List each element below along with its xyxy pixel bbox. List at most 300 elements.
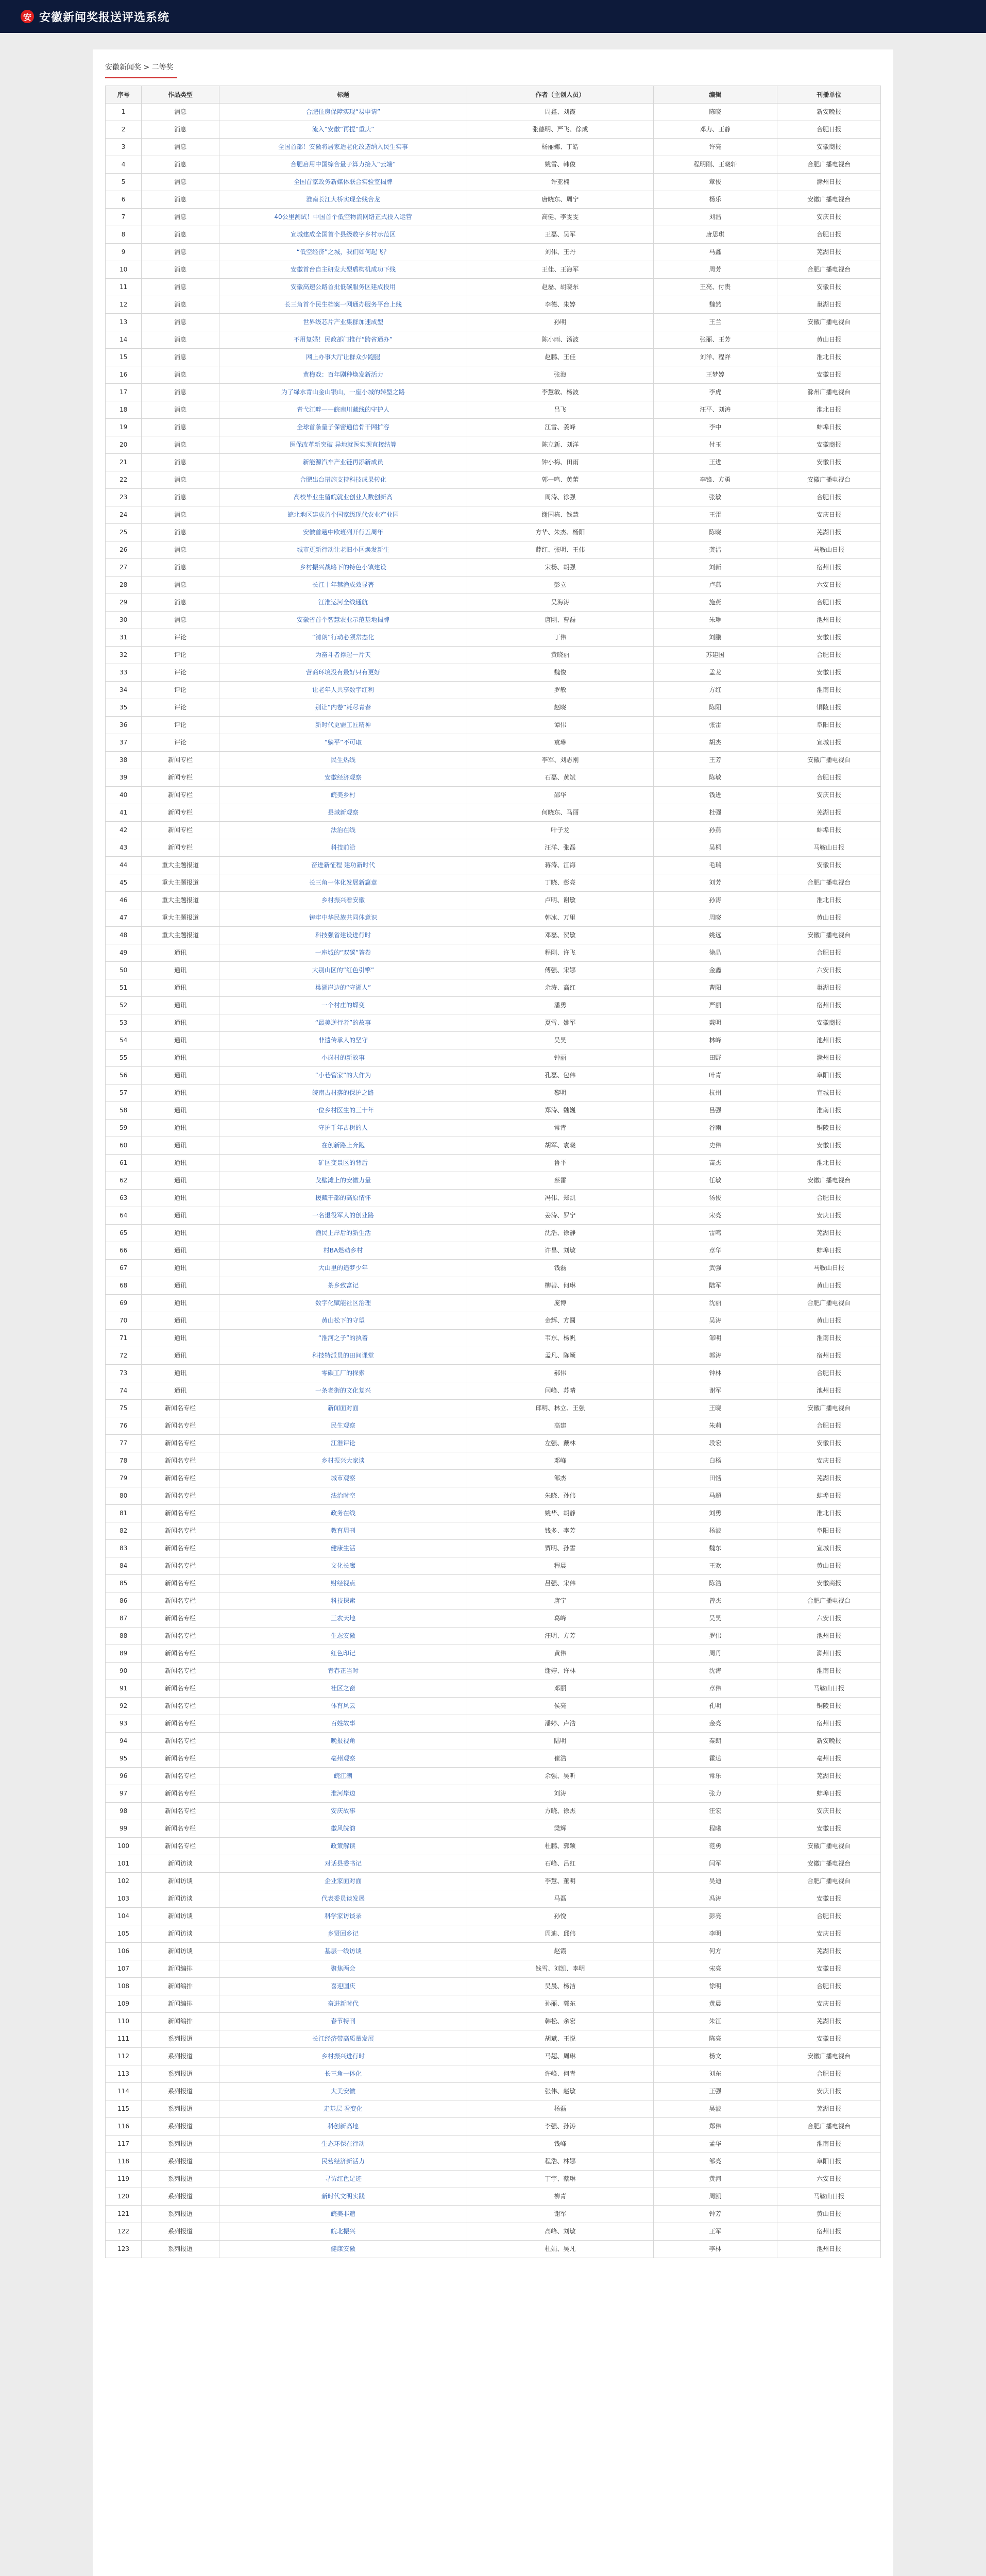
cell-title[interactable]: 健康生活 [219,1540,467,1557]
cell-title[interactable]: 春节特刊 [219,2013,467,2030]
cell-title[interactable]: “躺平”不可取 [219,734,467,752]
cell-author: 邱明、林立、王强 [467,1400,653,1417]
cell-title[interactable]: 科技强省建设进行时 [219,927,467,944]
cell-index: 105 [106,1925,142,1943]
cell-editor: 刘浩 [653,209,777,226]
cell-title[interactable]: “淮河之子”的执着 [219,1330,467,1347]
cell-author: 贾明、孙雪 [467,1540,653,1557]
cell-author: 姚华、胡静 [467,1505,653,1522]
cell-type: 新闻访谈 [142,1943,219,1960]
cell-title[interactable]: 戈壁滩上的安徽力量 [219,1172,467,1190]
cell-title[interactable]: 皖北振兴 [219,2223,467,2241]
cell-index: 90 [106,1663,142,1680]
cell-title[interactable]: 长三角一体化发展新篇章 [219,874,467,892]
cell-author: 姚雪、韩俊 [467,156,653,174]
cell-author: 钱雪、刘凯、李明 [467,1960,653,1978]
cell-title[interactable]: 红色印记 [219,1645,467,1663]
cell-title[interactable]: 奋进新时代 [219,1995,467,2013]
table-row [106,2241,881,2258]
cell-index: 72 [106,1347,142,1365]
table-row [106,489,881,506]
cell-title[interactable]: 皖南古村落的保护之路 [219,1084,467,1102]
cell-editor: 史伟 [653,1137,777,1155]
cell-title[interactable]: 合肥出台措施支持科技成果转化 [219,471,467,489]
cell-title[interactable]: 基层一线访谈 [219,1943,467,1960]
cell-author: 张德明、严飞、徐成 [467,121,653,139]
cell-title[interactable]: 零碳工厂的探索 [219,1365,467,1382]
table-row [106,1102,881,1120]
cell-editor: 金鑫 [653,962,777,979]
cell-title[interactable]: 乡村振兴战略下的特色小镇建设 [219,559,467,577]
cell-publisher: 淮南日报 [777,1330,881,1347]
table-row [106,1663,881,1680]
cell-title[interactable]: 援藏干部的高原情怀 [219,1190,467,1207]
cell-title[interactable]: 走基层 看变化 [219,2100,467,2118]
breadcrumb[interactable]: 安徽新闻奖 > 二等奖 [105,62,177,78]
cell-editor: 程明刚、王晓轩 [653,156,777,174]
cell-author: 钱峰 [467,2136,653,2153]
cell-index: 19 [106,419,142,436]
cell-author: 江雪、姜峰 [467,419,653,436]
cell-index: 18 [106,401,142,419]
cell-title[interactable]: 青弋江畔——皖南川藏线的守护人 [219,401,467,419]
cell-type: 系列报道 [142,2241,219,2258]
cell-index: 76 [106,1417,142,1435]
cell-title[interactable]: 茶乡致富记 [219,1277,467,1295]
cell-title[interactable]: 安徽经济观察 [219,769,467,787]
cell-editor: 郑伟 [653,2118,777,2136]
cell-author: 邓丽 [467,1680,653,1698]
cell-title[interactable]: 皖美非遗 [219,2206,467,2223]
cell-title[interactable]: 新能源汽车产业链再添新成员 [219,454,467,471]
cell-title[interactable]: 法治在线 [219,822,467,839]
cell-title[interactable]: 流入“安徽”再提“重庆” [219,121,467,139]
cell-author: 李慧敏、杨波 [467,384,653,401]
cell-title[interactable]: 科技前沿 [219,839,467,857]
table-row [106,874,881,892]
cell-title[interactable]: 长江经济带高质量发展 [219,2030,467,2048]
cell-author: 叶子龙 [467,822,653,839]
cell-title[interactable]: 渔民上岸后的新生活 [219,1225,467,1242]
cell-title[interactable]: 长三角一体化 [219,2065,467,2083]
cell-publisher: 安徽广播电视台 [777,752,881,769]
cell-type: 评论 [142,629,219,647]
cell-publisher: 亳州日报 [777,1750,881,1768]
cell-index: 111 [106,2030,142,2048]
cell-publisher: 安徽日报 [777,664,881,682]
cell-editor: 姚远 [653,927,777,944]
cell-title[interactable]: 皖北地区建成首个国家级现代农业产业园 [219,506,467,524]
col-header-author: 作者（主创人员） [467,86,653,104]
cell-index: 27 [106,559,142,577]
cell-title[interactable]: 一名退役军人的创业路 [219,1207,467,1225]
cell-type: 消息 [142,279,219,296]
cell-author: 梁辉 [467,1820,653,1838]
cell-type: 新闻名专栏 [142,1417,219,1435]
cell-title[interactable]: 乡村振兴大家谈 [219,1452,467,1470]
cell-type: 系列报道 [142,2030,219,2048]
cell-title[interactable]: 政务在线 [219,1505,467,1522]
cell-index: 67 [106,1260,142,1277]
cell-type: 重大主题报道 [142,892,219,909]
cell-title[interactable]: 徽风皖韵 [219,1820,467,1838]
cell-author: 侯亮 [467,1698,653,1715]
cell-publisher: 合肥广播电视台 [777,874,881,892]
cell-title[interactable]: 乡贤回乡记 [219,1925,467,1943]
cell-editor: 方红 [653,682,777,699]
cell-editor: 龚洁 [653,541,777,559]
cell-publisher: 合肥日报 [777,594,881,612]
table-row [106,734,881,752]
cell-title[interactable]: 安庆故事 [219,1803,467,1820]
cell-title[interactable]: 大别山区的“红色引擎” [219,962,467,979]
cell-publisher: 安徽日报 [777,1820,881,1838]
cell-publisher: 安徽商报 [777,139,881,156]
cell-publisher: 淮南日报 [777,1663,881,1680]
cell-title[interactable]: 教育周刊 [219,1522,467,1540]
cell-title[interactable]: 大美安徽 [219,2083,467,2100]
cell-title[interactable]: 县域新观察 [219,804,467,822]
cell-publisher: 安徽商报 [777,436,881,454]
table-row [106,612,881,629]
cell-title[interactable]: 科技探索 [219,1592,467,1610]
table-row [106,857,881,874]
cell-title[interactable]: 网上办事大厅让群众少跑腿 [219,349,467,366]
cell-author: 孔磊、包伟 [467,1067,653,1084]
cell-publisher: 六安日报 [777,1610,881,1628]
cell-index: 44 [106,857,142,874]
cell-title[interactable]: 大山里的追梦少年 [219,1260,467,1277]
table-row [106,2223,881,2241]
cell-title[interactable]: 在创新路上奔跑 [219,1137,467,1155]
cell-title[interactable]: 财经视点 [219,1575,467,1592]
cell-index: 52 [106,997,142,1014]
cell-title[interactable]: 新时代更需工匠精神 [219,717,467,734]
cell-title[interactable]: 科技特派员的田间课堂 [219,1347,467,1365]
cell-title[interactable]: 体育风云 [219,1698,467,1715]
cell-publisher: 六安日报 [777,577,881,594]
cell-title[interactable]: 城市更新行动让老旧小区焕发新生 [219,541,467,559]
cell-title[interactable]: 巢湖岸边的“守湖人” [219,979,467,997]
cell-publisher: 合肥日报 [777,2065,881,2083]
cell-index: 5 [106,174,142,191]
cell-title[interactable]: 生态环保在行动 [219,2136,467,2153]
cell-title[interactable]: 高校毕业生留皖就业创业人数创新高 [219,489,467,506]
cell-title[interactable]: 健康安徽 [219,2241,467,2258]
cell-publisher: 安徽日报 [777,1137,881,1155]
cell-title[interactable]: 三农天地 [219,1610,467,1628]
cell-title[interactable]: “低空经济”之城，我们如何起飞？ [219,244,467,261]
cell-type: 新闻访谈 [142,1855,219,1873]
cell-publisher: 安徽日报 [777,279,881,296]
cell-type: 通讯 [142,1032,219,1049]
cell-title[interactable]: “最美逆行者”的故事 [219,1014,467,1032]
table-row [106,1400,881,1417]
cell-publisher: 宣城日报 [777,1084,881,1102]
cell-title[interactable]: 乡村振兴看安徽 [219,892,467,909]
cell-author: 吴海涛 [467,594,653,612]
cell-editor: 邹明 [653,1330,777,1347]
cell-author: 谢国栋、钱慧 [467,506,653,524]
cell-index: 73 [106,1365,142,1382]
cell-author: 冯伟、郑凯 [467,1190,653,1207]
cell-title[interactable]: 寻访红色足迹 [219,2171,467,2188]
cell-title[interactable]: 合肥住房保障实现“易申请” [219,104,467,121]
cell-title[interactable]: 全球首条量子保密通信骨干网扩容 [219,419,467,436]
cell-author: 袁琳 [467,734,653,752]
cell-editor: 黄晨 [653,1995,777,2013]
cell-title[interactable]: 社区之窗 [219,1680,467,1698]
cell-title[interactable]: 一座城的“双碳”答卷 [219,944,467,962]
table-row [106,279,881,296]
table-body [106,104,881,2258]
cell-title[interactable]: 皖美乡村 [219,787,467,804]
cell-author: 谭伟 [467,717,653,734]
table-row [106,1137,881,1155]
cell-publisher: 合肥广播电视台 [777,156,881,174]
cell-editor: 宋亮 [653,1207,777,1225]
cell-title[interactable]: 对话县委书记 [219,1855,467,1873]
cell-title[interactable]: 新时代文明实践 [219,2188,467,2206]
cell-publisher: 淮北日报 [777,1155,881,1172]
cell-author: 周涛、徐强 [467,489,653,506]
cell-title[interactable]: 不用复婚！民政部门推行“跨省通办” [219,331,467,349]
cell-title[interactable]: 非遗传承人的坚守 [219,1032,467,1049]
table-row [106,419,881,436]
cell-title[interactable]: 文化长廊 [219,1557,467,1575]
cell-index: 70 [106,1312,142,1330]
cell-author: 邹杰 [467,1470,653,1487]
cell-title[interactable]: 皖江潮 [219,1768,467,1785]
cell-title[interactable]: 小岗村的新故事 [219,1049,467,1067]
cell-title[interactable]: 黄梅戏：百年剧种焕发新活力 [219,366,467,384]
cell-editor: 朱江 [653,2013,777,2030]
cell-title[interactable]: 法治时空 [219,1487,467,1505]
cell-index: 121 [106,2206,142,2223]
cell-editor: 刘洋、程祥 [653,349,777,366]
table-row [106,1820,881,1838]
table-row [106,1295,881,1312]
cell-type: 新闻编排 [142,2013,219,2030]
cell-title[interactable]: 江淮运河全线通航 [219,594,467,612]
table-row [106,2100,881,2118]
cell-type: 新闻名专栏 [142,1750,219,1768]
cell-title[interactable]: 安徽首台自主研发大型盾构机成功下线 [219,261,467,279]
cell-title[interactable]: 民营经济新活力 [219,2153,467,2171]
cell-title[interactable]: 宣城建成全国首个县级数字乡村示范区 [219,226,467,244]
cell-index: 82 [106,1522,142,1540]
cell-type: 评论 [142,699,219,717]
cell-type: 重大主题报道 [142,927,219,944]
cell-publisher: 阜阳日报 [777,717,881,734]
cell-title[interactable]: 40公里测试！中国首个低空物流网络正式投入运营 [219,209,467,226]
cell-publisher: 宿州日报 [777,1347,881,1365]
cell-editor: 杜强 [653,804,777,822]
cell-author: 宋杨、胡强 [467,559,653,577]
cell-title[interactable]: 科创新高地 [219,2118,467,2136]
table-row [106,1417,881,1435]
cell-title[interactable]: 营商环境没有最好只有更好 [219,664,467,682]
cell-title[interactable]: 一位乡村医生的三十年 [219,1102,467,1120]
cell-title[interactable]: 科学家访谈录 [219,1908,467,1925]
cell-title[interactable]: 企业家面对面 [219,1873,467,1890]
cell-editor: 白杨 [653,1452,777,1470]
cell-title[interactable]: 合肥启用中国综合量子算力接入“云端” [219,156,467,174]
cell-title[interactable]: 让老年人共享数字红利 [219,682,467,699]
cell-title[interactable]: 一个村庄的蝶变 [219,997,467,1014]
cell-title[interactable]: 青春正当时 [219,1663,467,1680]
cell-author: 谢军 [467,2206,653,2223]
table-row [106,454,881,471]
cell-editor: 陈敏 [653,769,777,787]
cell-type: 新闻访谈 [142,1908,219,1925]
cell-publisher: 安徽日报 [777,1435,881,1452]
cell-title[interactable]: 百姓故事 [219,1715,467,1733]
cell-editor: 马超 [653,1487,777,1505]
cell-type: 通讯 [142,944,219,962]
table-row [106,2118,881,2136]
cell-type: 新闻专栏 [142,822,219,839]
cell-title[interactable]: 城市观察 [219,1470,467,1487]
cell-title[interactable]: 数字化赋能社区治理 [219,1295,467,1312]
cell-title[interactable]: “小巷管家”的大作为 [219,1067,467,1084]
cell-index: 102 [106,1873,142,1890]
cell-title[interactable]: 别让“内卷”耗尽青春 [219,699,467,717]
cell-publisher: 黄山日报 [777,1312,881,1330]
cell-index: 64 [106,1207,142,1225]
cell-title[interactable]: 全国首部！安徽将居家适老化改造纳入民生实事 [219,139,467,156]
cell-publisher: 蚌埠日报 [777,1242,881,1260]
cell-publisher: 黄山日报 [777,331,881,349]
table-row [106,296,881,314]
cell-title[interactable]: 长江十年禁渔成效显著 [219,577,467,594]
cell-title[interactable]: 政策解读 [219,1838,467,1855]
cell-publisher: 芜湖日报 [777,1225,881,1242]
cell-type: 消息 [142,104,219,121]
table-row [106,1120,881,1137]
cell-editor: 章华 [653,1242,777,1260]
cell-editor: 王芳 [653,752,777,769]
cell-title[interactable]: “清朗”行动必须常态化 [219,629,467,647]
cell-title[interactable]: 安徽高速公路首批低碳服务区建成投用 [219,279,467,296]
cell-index: 60 [106,1137,142,1155]
cell-title[interactable]: 一条老街的文化复兴 [219,1382,467,1400]
cell-title[interactable]: 民生热线 [219,752,467,769]
cell-title[interactable]: 世界级芯片产业集群加速成型 [219,314,467,331]
cell-title[interactable]: 矿区变景区的背后 [219,1155,467,1172]
cell-author: 郑涛、魏巍 [467,1102,653,1120]
cell-type: 通讯 [142,1347,219,1365]
cell-title[interactable]: 喜迎国庆 [219,1978,467,1995]
cell-title[interactable]: 淮河岸边 [219,1785,467,1803]
cell-index: 98 [106,1803,142,1820]
table-row [106,682,881,699]
cell-title[interactable]: 安徽首趟中欧班列开行五周年 [219,524,467,541]
cell-title[interactable]: 长三角首个民生档案一网通办服务平台上线 [219,296,467,314]
cell-title[interactable]: 淮南长江大桥实现全线合龙 [219,191,467,209]
cell-type: 新闻名专栏 [142,1575,219,1592]
cell-index: 29 [106,594,142,612]
cell-publisher: 黄山日报 [777,1557,881,1575]
cell-title[interactable]: 代表委员谈发展 [219,1890,467,1908]
cell-title[interactable]: 江淮评论 [219,1435,467,1452]
cell-title[interactable]: 聚焦两会 [219,1960,467,1978]
cell-author: 赵鹏、王佳 [467,349,653,366]
cell-index: 50 [106,962,142,979]
cell-type: 消息 [142,226,219,244]
cell-type: 新闻名专栏 [142,1452,219,1470]
table-row [106,962,881,979]
cell-index: 46 [106,892,142,909]
cell-editor: 王进 [653,454,777,471]
cell-publisher: 安徽广播电视台 [777,314,881,331]
cell-author: 孙悦 [467,1908,653,1925]
cell-title[interactable]: 为奋斗者撑起一片天 [219,647,467,664]
cell-index: 31 [106,629,142,647]
table-row [106,1435,881,1452]
cell-title[interactable]: 晚报视角 [219,1733,467,1750]
cell-author: 孙丽、郭东 [467,1995,653,2013]
table-row [106,1960,881,1978]
cell-title[interactable]: 生态安徽 [219,1628,467,1645]
cell-editor: 孟龙 [653,664,777,682]
cell-editor: 孙燕 [653,822,777,839]
cell-publisher: 合肥广播电视台 [777,1592,881,1610]
cell-title[interactable]: 乡村振兴进行时 [219,2048,467,2065]
cell-title[interactable]: 新闻面对面 [219,1400,467,1417]
cell-author: 张伟、赵敏 [467,2083,653,2100]
table-row [106,1768,881,1785]
table-row [106,577,881,594]
cell-index: 66 [106,1242,142,1260]
cell-title[interactable]: 为了绿水青山金山银山，一座小城的转型之路 [219,384,467,401]
cell-index: 14 [106,331,142,349]
cell-type: 重大主题报道 [142,874,219,892]
cell-title[interactable]: 铸牢中华民族共同体意识 [219,909,467,927]
cell-type: 新闻编排 [142,1978,219,1995]
top-navbar [0,0,986,33]
cell-title[interactable]: 医保改革新突破 异地就医实现直接结算 [219,436,467,454]
cell-index: 54 [106,1032,142,1049]
cell-editor: 许亮 [653,139,777,156]
cell-publisher: 铜陵日报 [777,1698,881,1715]
cell-author: 杨丽娜、丁皓 [467,139,653,156]
cell-type: 消息 [142,296,219,314]
cell-type: 系列报道 [142,2171,219,2188]
cell-title[interactable]: 全国首家政务新媒体联合实验室揭牌 [219,174,467,191]
cell-editor: 金亮 [653,1715,777,1733]
cell-publisher: 淮南日报 [777,682,881,699]
cell-editor: 杭州 [653,1084,777,1102]
cell-editor: 张力 [653,1785,777,1803]
cell-title[interactable]: 村BA燃动乡村 [219,1242,467,1260]
cell-type: 通讯 [142,1172,219,1190]
table-row [106,1733,881,1750]
cell-title[interactable]: 奋进新征程 建功新时代 [219,857,467,874]
table-row [106,822,881,839]
table-row [106,2206,881,2223]
cell-publisher: 安徽日报 [777,454,881,471]
cell-author: 周迪、邱伟 [467,1925,653,1943]
cell-title[interactable]: 民生观察 [219,1417,467,1435]
table-row [106,1540,881,1557]
cell-title[interactable]: 安徽省首个智慧农业示范基地揭牌 [219,612,467,629]
cell-author: 傅强、宋娜 [467,962,653,979]
cell-publisher: 淮北日报 [777,401,881,419]
cell-title[interactable]: 黄山松下的守望 [219,1312,467,1330]
cell-title[interactable]: 守护千年古树的人 [219,1120,467,1137]
cell-title[interactable]: 亳州观察 [219,1750,467,1768]
